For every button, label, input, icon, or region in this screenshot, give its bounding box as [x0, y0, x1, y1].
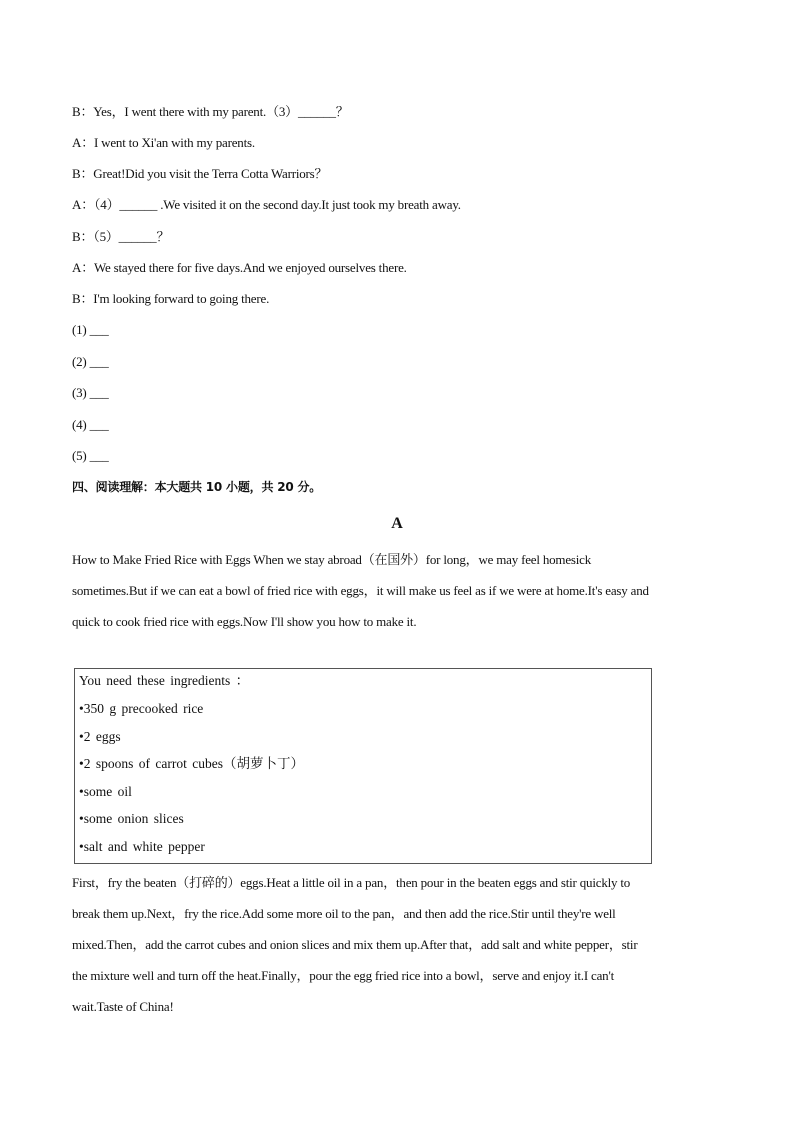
- section-title: 四、阅读理解：本大题共 10 小题，共 20 分。: [72, 480, 322, 494]
- passage-line: sometimes.But if we can eat a bowl of fried rice with eggs，it will make us feel as if we were at home.It's easy and: [72, 583, 649, 598]
- ingredients-heading: You need these ingredients ：: [79, 673, 250, 688]
- passage-intro: [72, 551, 724, 644]
- dialogue-line: B：（5）______？: [72, 229, 170, 244]
- dialogue-line: A：We stayed there for five days.And we enjoyed ourselves there.: [72, 260, 407, 275]
- dialogue-line: B：Yes，I went there with my parent.（3）______？: [72, 104, 349, 119]
- passage-line: First，fry the beaten（打碎的）eggs.Heat a little oil in a pan，then pour in the beaten eggs and stir quickly to: [72, 875, 631, 890]
- passage-line: break them up.Next，fry the rice.Add some more oil to the pan，and then add the rice.Stir until they're well: [72, 906, 616, 921]
- ingredient-item: •2 eggs: [79, 729, 121, 744]
- ingredient-item: •some oil: [79, 784, 132, 799]
- dialogue-line: B：Great!Did you visit the Terra Cotta Warriors？: [72, 166, 328, 181]
- passage-line: quick to cook fried rice with eggs.Now I'll show you how to make it.: [72, 614, 417, 629]
- answer-blank[interactable]: (2) ___: [72, 354, 109, 369]
- answer-blank[interactable]: (5) ___: [72, 448, 109, 463]
- answer-blank[interactable]: (3) ___: [72, 385, 109, 400]
- passage-line: mixed.Then，add the carrot cubes and onion slices and mix them up.After that，add salt and white pepper，stir: [72, 937, 638, 952]
- passage-line: wait.Taste of China!: [72, 999, 174, 1014]
- dialogue-line: A：I went to Xi'an with my parents.: [72, 135, 255, 150]
- passage-steps: [72, 874, 724, 1029]
- ingredient-item: •salt and white pepper: [79, 839, 205, 854]
- ingredient-item: •2 spoons of carrot cubes（胡萝卜丁）: [79, 756, 304, 771]
- ingredients-box: [74, 668, 652, 864]
- passage-line: How to Make Fried Rice with Eggs When we stay abroad（在国外）for long，we may feel homesick: [72, 552, 592, 567]
- answer-blank[interactable]: (4) ___: [72, 417, 109, 432]
- dialogue-line: A：（4）______ .We visited it on the second day.It just took my breath away.: [72, 197, 461, 212]
- answer-blank[interactable]: (1) ___: [72, 322, 109, 337]
- passage-heading: A: [391, 515, 403, 532]
- ingredient-item: •some onion slices: [79, 811, 184, 826]
- passage-line: the mixture well and turn off the heat.Finally，pour the egg fried rice into a bowl，serve and enjoy it.I can't: [72, 968, 615, 983]
- ingredient-item: •350 g precooked rice: [79, 701, 204, 716]
- dialogue-line: B：I'm looking forward to going there.: [72, 291, 270, 306]
